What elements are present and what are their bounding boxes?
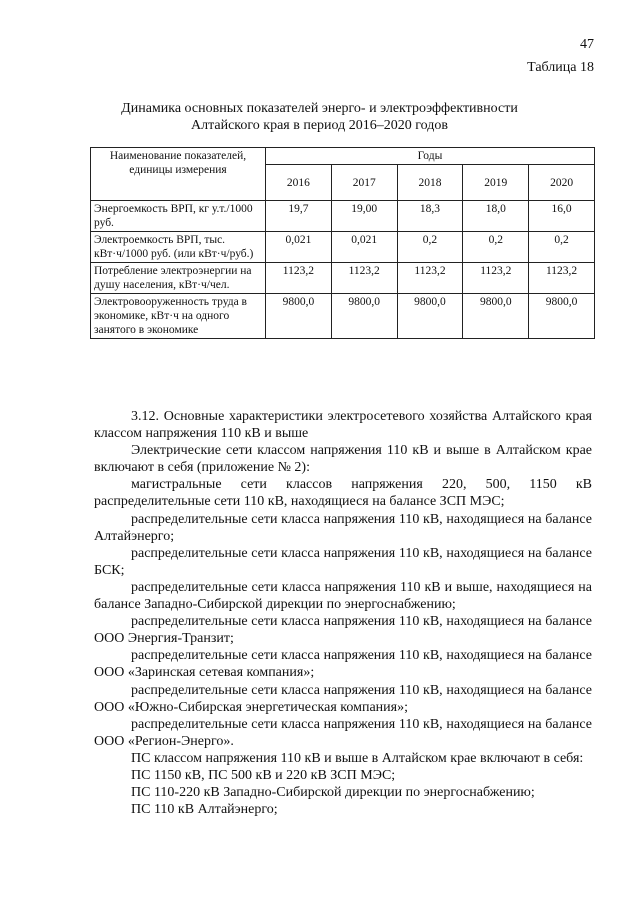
value-cell: 1123,2 [397, 263, 463, 294]
value-cell: 9800,0 [463, 294, 529, 339]
value-cell: 18,0 [463, 201, 529, 232]
value-cell: 19,00 [331, 201, 397, 232]
list-item: распределительные сети класса напряжения 110 кВ, находящиеся на балансе БСК; [94, 545, 592, 578]
header-years: Годы [266, 148, 595, 165]
list-item: распределительные сети класса напряжения 110 кВ, находящиеся на балансе ООО «Регион-Энерго». [94, 716, 592, 749]
value-cell: 1123,2 [463, 263, 529, 294]
row-name: Потребление электроэнергии на душу населения, кВт·ч/чел. [91, 263, 266, 294]
value-cell: 16,0 [529, 201, 595, 232]
value-cell: 9800,0 [529, 294, 595, 339]
body-text [94, 408, 592, 818]
table-header-row [91, 148, 595, 165]
row-name: Электроемкость ВРП, тыс. кВт·ч/1000 руб. (или кВт·ч/руб.) [91, 232, 266, 263]
table-label: Таблица 18 [527, 60, 594, 75]
title-line-1: Динамика основных показателей энерго- и электроэффективности [121, 101, 518, 116]
value-cell: 1123,2 [266, 263, 332, 294]
paragraph: Электрические сети классом напряжения 110 кВ и выше в Алтайском крае включают в себя (приложение № 2): [94, 443, 592, 476]
year-cell: 2018 [397, 165, 463, 201]
value-cell: 9800,0 [397, 294, 463, 339]
value-cell: 1123,2 [331, 263, 397, 294]
row-name: Энергоемкость ВРП, кг у.т./1000 руб. [91, 201, 266, 232]
section-heading: 3.12. Основные характеристики электросетевого хозяйства Алтайского края классом напряжения 110 кВ и выше [94, 409, 592, 442]
indicators-table [90, 147, 595, 339]
list-item: распределительные сети класса напряжения 110 кВ, находящиеся на балансе ООО «Южно-Сибирская энергетическая компания»; [94, 682, 592, 715]
list-item: распределительные сети класса напряжения 110 кВ, находящиеся на балансе ООО «Заринская сетевая компания»; [94, 648, 592, 681]
list-item: распределительные сети класса напряжения 110 кВ, находящиеся на балансе Алтайэнерго; [94, 511, 592, 544]
value-cell: 0,021 [331, 232, 397, 263]
year-cell: 2020 [529, 165, 595, 201]
row-name: Электровооруженность труда в экономике, кВт·ч на одного занятого в экономике [91, 294, 266, 339]
value-cell: 0,2 [463, 232, 529, 263]
value-cell: 19,7 [266, 201, 332, 232]
list-item: ПС 1150 кВ, ПС 500 кВ и 220 кВ ЗСП МЭС; [131, 767, 396, 783]
value-cell: 0,2 [397, 232, 463, 263]
header-indicator: Наименование показателей, единицы измерения [91, 148, 266, 201]
page-number: 47 [580, 37, 594, 52]
list-item: магистральные сети классов напряжения 220, 500, 1150 кВ распределительные сети 110 кВ, находящиеся на балансе ЗСП МЭС; [94, 477, 592, 510]
value-cell: 18,3 [397, 201, 463, 232]
title-line-2: Алтайского края в период 2016–2020 годов [191, 118, 448, 133]
value-cell: 0,2 [529, 232, 595, 263]
year-cell: 2016 [266, 165, 332, 201]
table-row [91, 201, 595, 232]
value-cell: 0,021 [266, 232, 332, 263]
value-cell: 1123,2 [529, 263, 595, 294]
list-item: распределительные сети класса напряжения 110 кВ и выше, находящиеся на балансе Западно-Сибирской дирекции по энергоснабжению; [94, 579, 592, 613]
list-item: ПС 110-220 кВ Западно-Сибирской дирекции по энергоснабжению; [131, 785, 535, 801]
list-item: распределительные сети класса напряжения 110 кВ, находящиеся на балансе ООО Энергия-Транзит; [94, 614, 592, 647]
table-title [0, 100, 639, 134]
year-cell: 2019 [463, 165, 529, 201]
year-cell: 2017 [331, 165, 397, 201]
table-row [91, 232, 595, 263]
list-item: ПС 110 кВ Алтайэнерго; [131, 802, 278, 818]
paragraph: ПС классом напряжения 110 кВ и выше в Алтайском крае включают в себя: [131, 750, 584, 766]
table-row [91, 294, 595, 339]
value-cell: 9800,0 [266, 294, 332, 339]
table-row [91, 263, 595, 294]
value-cell: 9800,0 [331, 294, 397, 339]
